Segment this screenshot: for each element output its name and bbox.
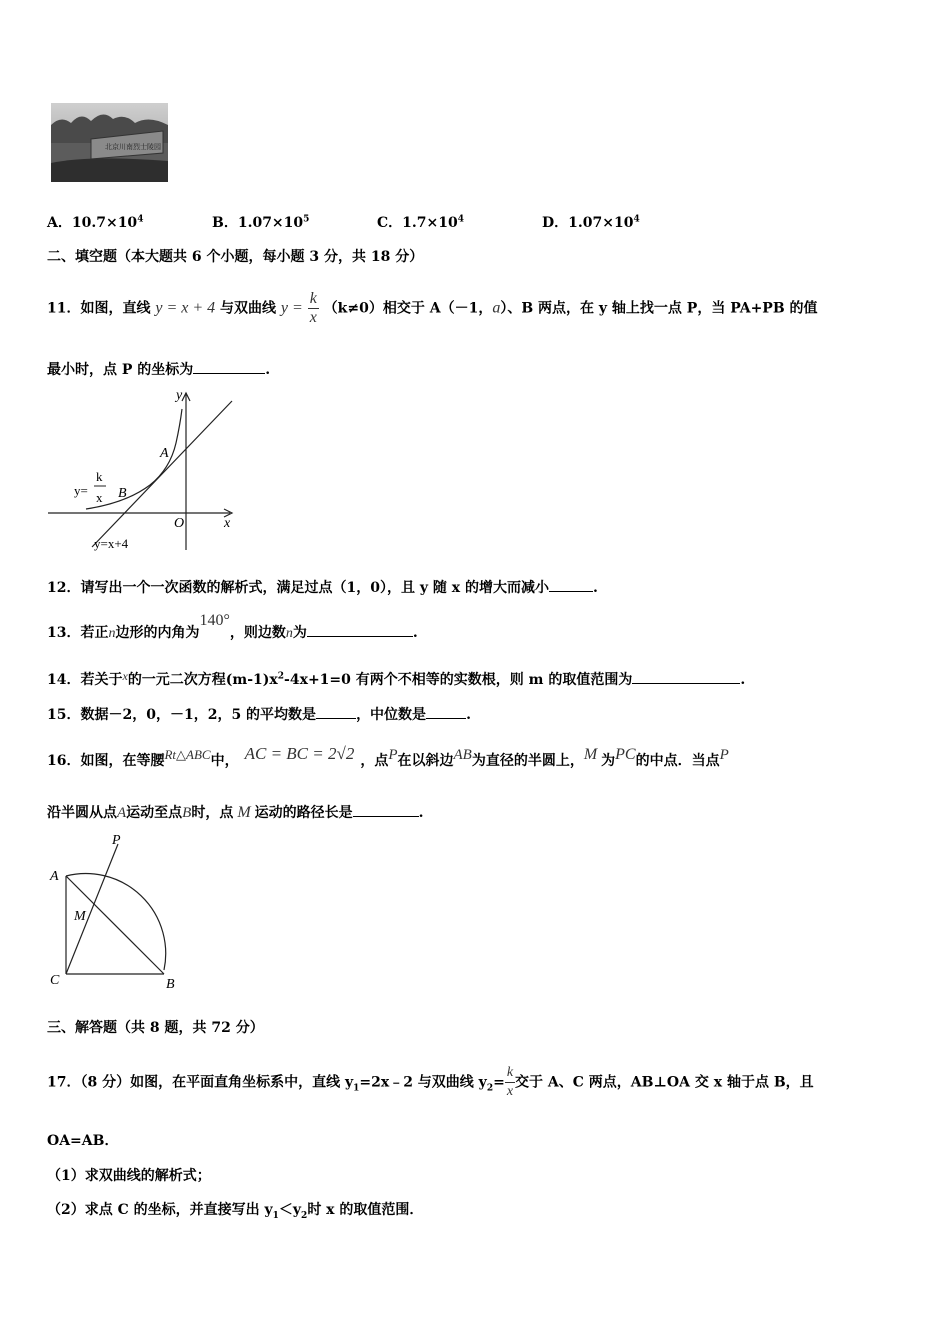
question-14: 14．若关于x的一元二次方程$(m-1)x^2-4x+1=0$ 有两个不相等的实数根，则 m 的取值范围为 . (47, 669, 746, 688)
q16-figure (46, 830, 196, 996)
fig11-point-b: B (118, 486, 127, 501)
section-2-title: 二、填空题（本大题共 6 个小题，每小题 3 分，共 18 分） (47, 249, 424, 265)
fig16-point-a: A (50, 869, 59, 884)
question-11-line1: 11．如图，直线 y = x + 4 与双曲线 y = $\frac{k}{x}$ （k≠0）相交于 A（－1，a）、B 两点，在 y 轴上找一点 P，当 PA+PB 的值 (47, 290, 818, 326)
answer-blank (426, 706, 466, 719)
fig11-point-a: A (160, 446, 169, 461)
fig16-point-m: M (74, 909, 86, 924)
monument-photo (51, 103, 168, 182)
question-13: 13．若正n边形的内角为140°，则边数n为 . (47, 612, 418, 641)
answer-blank (193, 361, 265, 374)
answer-blank (549, 579, 593, 592)
answer-blank (316, 706, 356, 719)
fig11-y-axis: y (176, 388, 183, 403)
q17-fraction: $\frac{k}{x}$ (506, 1065, 514, 1099)
question-17-line1: 17．（8 分）如图，在平面直角坐标系中，直线 $y_1=2x﹣2$ 与双曲线 $y_2=$ $\frac{k}{x}$ 交于 A、C 两点，AB⊥OA 交 x 轴于点 B，且 (47, 1065, 814, 1099)
question-11-line2: 最小时，点 P 的坐标为 . (47, 362, 271, 378)
question-16-line2: 沿半圆从点A运动至点B时，点 M 运动的路径长是 . (47, 804, 424, 821)
question-12: 12．请写出一个一次函数的解析式，满足过点（1，0），且 y 随 x 的增大而减小 . (47, 580, 598, 596)
question-17-part-1: （1）求双曲线的解析式； (47, 1168, 211, 1184)
question-17-line2: OA=AB． (47, 1133, 119, 1149)
fig11-x-axis: x (224, 516, 231, 531)
option-c: C．$1.7\times 10^4$ (377, 214, 464, 231)
option-b: B．$1.07\times 10^5$ (212, 214, 310, 231)
q11-figure (46, 385, 246, 553)
q11-fraction: $\frac{k}{x}$ (309, 290, 317, 326)
question-17-part-2: （2）求点 C 的坐标，并直接写出 $y_1<y_2$时 x 的取值范围． (47, 1202, 424, 1221)
option-d: D．$1.07\times 10^4$ (542, 214, 640, 231)
fig16-point-c: C (50, 973, 60, 988)
fig11-hyperbola-label: y= (74, 483, 88, 498)
option-a: A．$10.7\times 10^4$ (47, 214, 144, 231)
fig11-line-label: y=x+4 (94, 536, 129, 551)
question-16-line1: 16．如图，在等腰Rt△ABC中， AC = BC = 2√2 ，点P在以斜边AB为直径的半圆上，M 为PC的中点．当点P (47, 744, 729, 769)
fig11-origin: O (174, 516, 185, 531)
answer-blank (353, 804, 419, 817)
answer-blank (632, 671, 740, 684)
fig16-point-p: P (112, 833, 121, 848)
question-15: 15．数据－2，0，－1，2，5 的平均数是 ，中位数是 . (47, 707, 471, 723)
fig11-hyperbola-num: k (96, 469, 103, 484)
photo-sign-text: 北京川南烈士陵园 (105, 143, 161, 151)
section-3-title: 三、解答题（共 8 题，共 72 分） (47, 1020, 264, 1036)
fig16-point-b: B (166, 977, 175, 992)
answer-blank (307, 624, 413, 637)
fig11-hyperbola-den: x (96, 490, 103, 505)
